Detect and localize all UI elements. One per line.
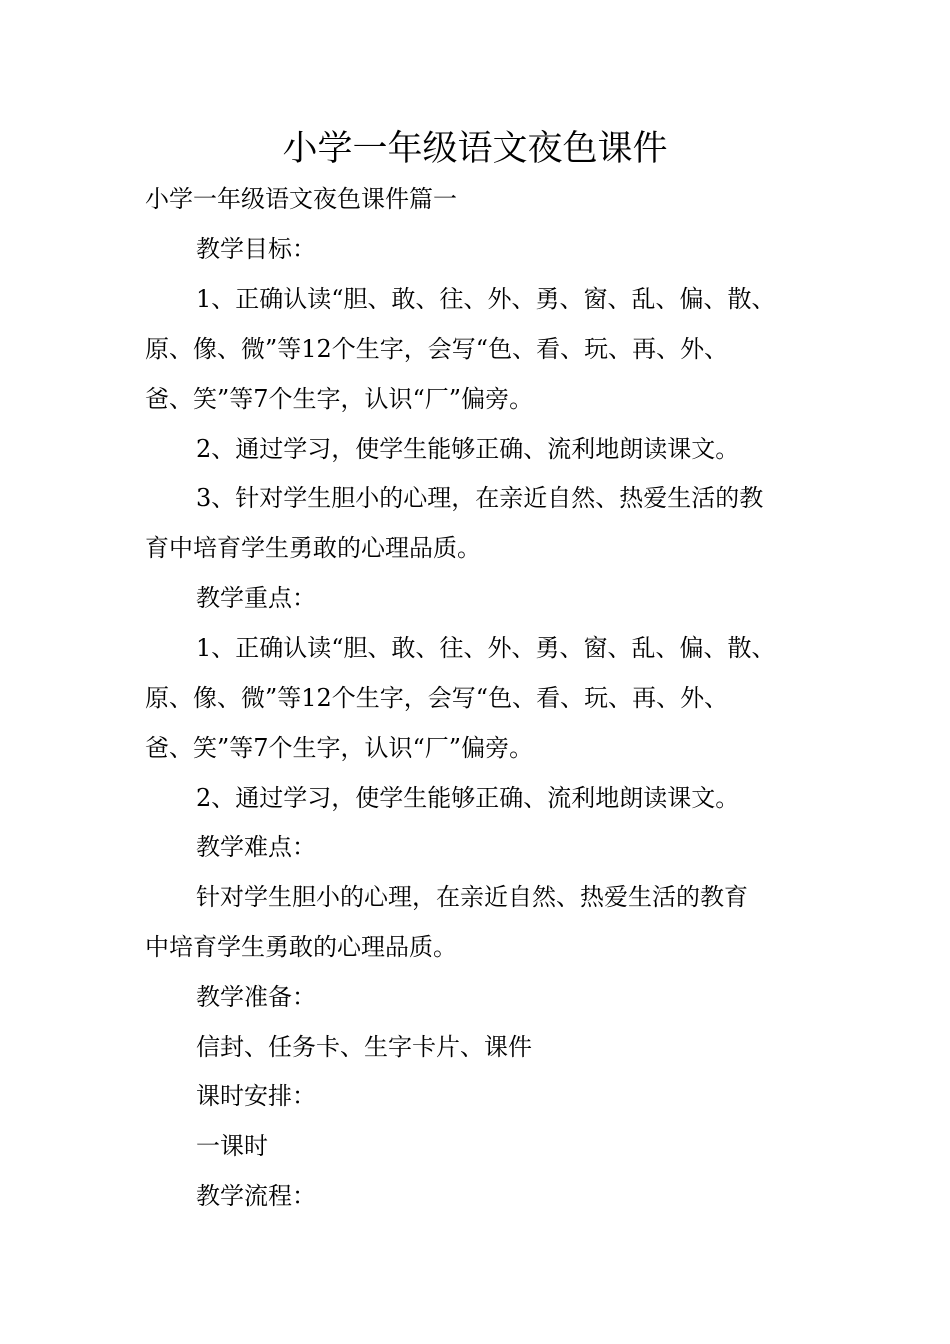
paragraph-line: 原、像、微”等12个生字，会写“色、看、玩、再、外、: [145, 335, 729, 363]
heading-process: 教学流程：: [196, 1182, 316, 1210]
paragraph-line: 一课时: [196, 1132, 268, 1160]
heading-teaching-goals: 教学目标：: [196, 235, 316, 263]
paragraph-line: 信封、任务卡、生字卡片、课件: [196, 1033, 532, 1061]
paragraph-line: 2、通过学习，使学生能够正确、流利地朗读课文。: [196, 435, 740, 463]
paragraph-line: 中培育学生勇敢的心理品质。: [145, 933, 457, 961]
heading-schedule: 课时安排：: [196, 1082, 316, 1110]
paragraph-line: 2、通过学习，使学生能够正确、流利地朗读课文。: [196, 784, 740, 812]
heading-difficulties: 教学难点：: [196, 833, 316, 861]
heading-preparation: 教学准备：: [196, 983, 316, 1011]
section-heading: 小学一年级语文夜色课件篇一: [145, 185, 457, 213]
paragraph-line: 爸、笑”等7个生字，认识“厂”偏旁。: [145, 385, 534, 413]
paragraph-line: 原、像、微”等12个生字，会写“色、看、玩、再、外、: [145, 684, 729, 712]
paragraph-line: 3、针对学生胆小的心理，在亲近自然、热爱生活的教: [196, 484, 764, 512]
paragraph-line: 爸、笑”等7个生字，认识“厂”偏旁。: [145, 734, 534, 762]
paragraph-line: 1、正确认读“胆、敢、往、外、勇、窗、乱、偏、散、: [196, 634, 776, 662]
heading-key-points: 教学重点：: [196, 584, 316, 612]
document-title: 小学一年级语文夜色课件: [282, 129, 668, 169]
paragraph-line: 针对学生胆小的心理，在亲近自然、热爱生活的教育: [196, 883, 748, 911]
paragraph-line: 育中培育学生勇敢的心理品质。: [145, 534, 481, 562]
paragraph-line: 1、正确认读“胆、敢、往、外、勇、窗、乱、偏、散、: [196, 285, 776, 313]
